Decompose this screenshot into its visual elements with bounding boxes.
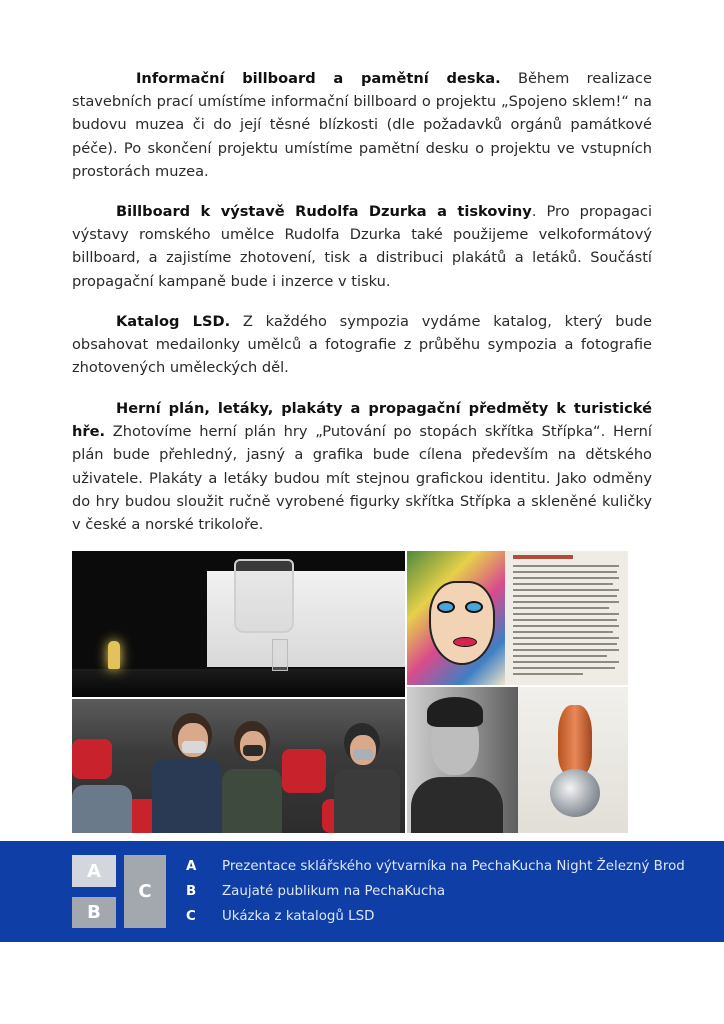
face-mask — [182, 741, 206, 753]
person-body — [222, 769, 282, 833]
catalog-text-line — [513, 601, 619, 603]
catalog-text-line — [513, 637, 619, 639]
legend-box-b: B — [72, 897, 116, 928]
catalog-text-line — [513, 631, 613, 633]
caption-band — [0, 841, 724, 942]
caption-item-a — [186, 859, 685, 874]
caption-key: C — [186, 909, 196, 924]
catalog-text-line — [513, 655, 607, 657]
paragraph-title: Informační billboard a pamětní deska. — [136, 70, 501, 87]
person-body — [334, 769, 400, 833]
glass-pitcher — [234, 559, 294, 633]
paragraph-text: Během realizace stavebních prací umístíme informační billboard o projektu „Spojeno sklem!“ na budovu muzea či do její těsné blízkosti (dle požadavků orgánů památkové péče). Po skončení projektu umístíme pamětní desku o projektu ve vstupních prostorách muzea. — [72, 70, 652, 180]
photo-b-audience — [72, 699, 405, 833]
paragraph-text: Zhotovíme herní plán hry „Putování po stopách skřítka Střípka“. Herní plán bude přehledný, jasný a grafika bude cílena především na dětského uživatele. Plakáty a letáky budou mít stejnou grafickou identitu. Jako odměny do hry budou sloužit ručně vyrobené figurky skřítka Střípka a skleněné kuličky v české a norské trikoloře. — [72, 423, 652, 534]
paragraph-text: Z každého sympozia vydáme katalog, který bude obsahovat medailonky umělců a fotografie z průběhu sympozia a fotografie zhotovených uměleckých děl. — [72, 313, 652, 377]
catalog-text-line — [513, 583, 613, 585]
photo-c-artist-portrait — [407, 687, 518, 833]
caption-item-c — [186, 909, 374, 924]
glass-cup — [272, 639, 288, 671]
catalog-text-line — [513, 667, 615, 669]
portrait-torso — [411, 777, 503, 833]
face-mask — [243, 745, 263, 756]
comic-eye — [465, 601, 483, 613]
paragraph-lsd-catalog — [72, 310, 652, 380]
photo-a-stage-presentation — [72, 551, 405, 697]
portrait-hair — [427, 697, 483, 727]
seat — [72, 739, 112, 779]
face-mask — [353, 749, 373, 760]
catalog-text-line — [513, 643, 617, 645]
photo-c-catalog-page — [505, 551, 628, 685]
comic-lips — [453, 637, 477, 647]
photo-collage — [72, 551, 628, 833]
paragraph-title: Herní plán, letáky, plakáty a propagační předměty k turistické hře. — [72, 400, 652, 441]
catalog-heading-bar — [513, 555, 573, 559]
photo-c-catalog-artwork — [407, 551, 505, 685]
person-body — [152, 759, 222, 833]
comic-face — [429, 581, 495, 665]
catalog-text-line — [513, 571, 617, 573]
catalog-text-line — [513, 649, 619, 651]
catalog-text-line — [513, 673, 583, 675]
catalog-text-line — [513, 577, 619, 579]
caption-item-b — [186, 884, 445, 899]
stage-floor — [72, 669, 405, 697]
caption-text: Ukázka z katalogů LSD — [222, 909, 375, 924]
paragraph-title: Katalog LSD. — [116, 313, 231, 330]
catalog-text-line — [513, 595, 617, 597]
vase-base — [550, 769, 600, 817]
catalog-text-line — [513, 607, 609, 609]
paragraph-game-plan — [72, 397, 652, 536]
legend-box-c: C — [124, 855, 166, 928]
catalog-text-line — [513, 565, 619, 567]
caption-text: Prezentace sklářského výtvarníka na PechaKucha Night Železný Brod — [222, 859, 685, 874]
catalog-text-line — [513, 613, 619, 615]
catalog-text-line — [513, 625, 619, 627]
comic-eye — [437, 601, 455, 613]
caption-text: Zaujaté publikum na PechaKucha — [222, 884, 446, 899]
photo-c-glass-vase — [518, 687, 628, 833]
paragraph-dzurko-exhibition — [72, 200, 652, 293]
vase-neck — [558, 705, 592, 775]
paragraph-billboard-memorial — [72, 67, 652, 183]
catalog-text-line — [513, 619, 617, 621]
catalog-text-line — [513, 661, 619, 663]
caption-key: A — [186, 859, 197, 874]
person-body — [72, 785, 132, 833]
paragraph-title: Billboard k výstavě Rudolfa Dzurka a tiskoviny — [116, 203, 532, 220]
catalog-text-line — [513, 589, 619, 591]
paragraph-text: . Pro propagaci výstavy romského umělce Rudolfa Dzurka také použijeme velkoformátový billboard, a zajistíme zhotovení, tisk a distribuci plakátů a letáků. Součástí propagační kampaně bude i inzerce v tisku. — [72, 203, 652, 290]
seat — [282, 749, 326, 793]
caption-key: B — [186, 884, 197, 899]
legend-box-a: A — [72, 855, 116, 887]
speaker-figure — [108, 641, 120, 669]
